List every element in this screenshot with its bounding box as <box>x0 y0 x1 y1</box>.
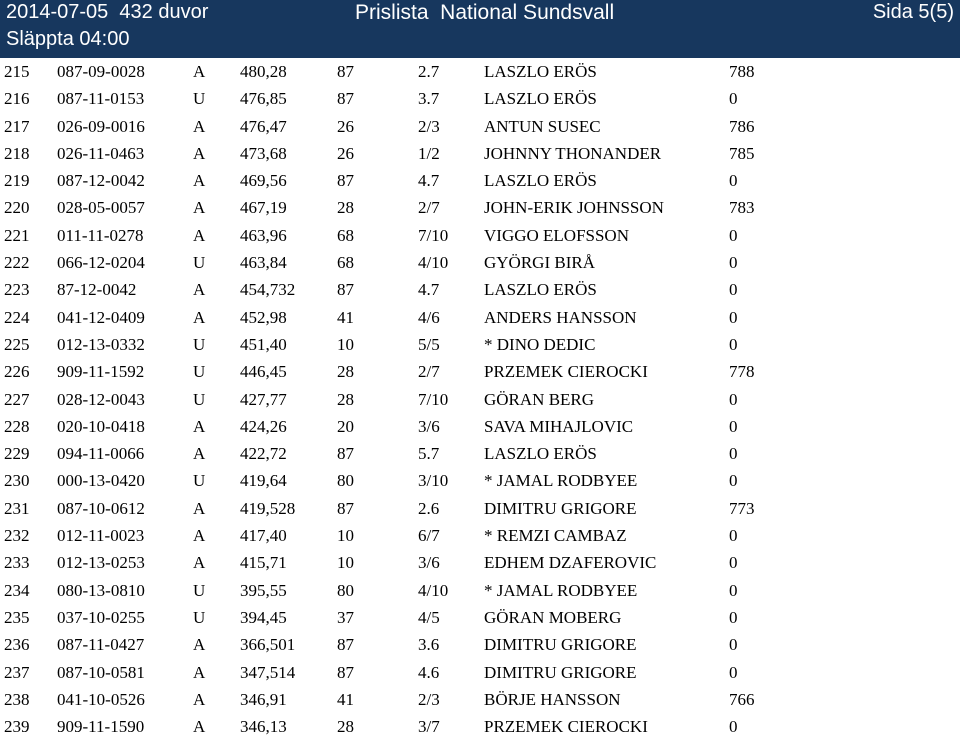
prize-cell: 0 <box>729 280 738 300</box>
position-cell: 3.6 <box>418 635 440 655</box>
owner-name-cell: ANTUN SUSEC <box>484 116 601 136</box>
position-cell: 4.7 <box>418 171 440 191</box>
placement-cell: 228 <box>4 416 30 436</box>
ring-number-cell: 080-13-0810 <box>57 580 145 600</box>
page-number: Sida 5(5) <box>872 1 954 23</box>
placement-cell: 219 <box>4 171 30 191</box>
ring-number-cell: 041-10-0526 <box>57 689 145 709</box>
ring-number-cell: 087-10-0581 <box>57 662 145 682</box>
ring-number-cell: 087-12-0042 <box>57 171 145 191</box>
position-cell: 5/5 <box>418 334 440 354</box>
position-cell: 2.7 <box>418 62 440 81</box>
sex-cell: U <box>193 89 206 109</box>
owner-name-cell: JOHN-ERIK JOHNSSON <box>484 198 664 218</box>
owner-name-cell: LASZLO ERÖS <box>484 171 597 191</box>
prize-cell: 0 <box>729 89 738 109</box>
position-cell: 2/3 <box>418 116 440 136</box>
sex-cell: A <box>193 280 206 300</box>
prize-cell: 0 <box>729 717 738 737</box>
sex-cell: A <box>193 143 206 163</box>
prize-cell: 0 <box>729 334 738 354</box>
release-time: Släppta 04:00 <box>6 28 130 50</box>
table-row <box>0 306 960 333</box>
ring-number-cell: 909-11-1590 <box>57 717 145 737</box>
sex-cell: A <box>193 662 206 682</box>
table-row <box>0 87 960 114</box>
sex-cell: A <box>193 225 206 245</box>
prize-cell: 786 <box>729 116 755 136</box>
table-row <box>0 360 960 387</box>
speed-cell: 463,84 <box>240 253 287 273</box>
placement-cell: 231 <box>4 498 30 518</box>
placement-cell: 224 <box>4 307 30 327</box>
position-cell: 4/10 <box>418 253 449 273</box>
owner-name-cell: DIMITRU GRIGORE <box>484 635 637 655</box>
owner-name-cell: LASZLO ERÖS <box>484 62 597 81</box>
owner-name-cell: LASZLO ERÖS <box>484 280 597 300</box>
speed-cell: 469,56 <box>240 171 287 191</box>
club-cell: 68 <box>337 253 354 273</box>
placement-cell: 226 <box>4 362 30 382</box>
ring-number-cell: 909-11-1592 <box>57 362 145 382</box>
club-cell: 28 <box>337 198 354 218</box>
position-cell: 2.6 <box>418 498 440 518</box>
prize-cell: 0 <box>729 171 738 191</box>
position-cell: 3/7 <box>418 717 440 737</box>
table-row <box>0 551 960 578</box>
sex-cell: A <box>193 717 206 737</box>
placement-cell: 236 <box>4 635 30 655</box>
table-row <box>0 442 960 469</box>
sex-cell: A <box>193 689 206 709</box>
prize-cell: 0 <box>729 471 738 491</box>
speed-cell: 476,85 <box>240 89 287 109</box>
table-row <box>0 524 960 551</box>
prize-cell: 0 <box>729 253 738 273</box>
table-row <box>0 606 960 633</box>
club-cell: 28 <box>337 389 354 409</box>
speed-cell: 451,40 <box>240 334 287 354</box>
ring-number-cell: 026-11-0463 <box>57 143 145 163</box>
speed-cell: 417,40 <box>240 526 287 546</box>
speed-cell: 424,26 <box>240 416 287 436</box>
placement-cell: 220 <box>4 198 30 218</box>
ring-number-cell: 087-11-0153 <box>57 89 145 109</box>
placement-cell: 227 <box>4 389 30 409</box>
ring-number-cell: 028-05-0057 <box>57 198 145 218</box>
sex-cell: A <box>193 171 206 191</box>
club-cell: 10 <box>337 526 354 546</box>
sex-cell: A <box>193 444 206 464</box>
position-cell: 2/7 <box>418 198 440 218</box>
ring-number-cell: 028-12-0043 <box>57 389 145 409</box>
prize-cell: 788 <box>729 62 755 81</box>
owner-name-cell: JOHNNY THONANDER <box>484 143 662 163</box>
date-and-count: 2014-07-05 432 duvor <box>6 1 209 23</box>
table-row <box>0 633 960 660</box>
table-row <box>0 688 960 715</box>
speed-cell: 452,98 <box>240 307 287 327</box>
speed-cell: 346,91 <box>240 689 287 709</box>
speed-cell: 394,45 <box>240 607 287 627</box>
owner-name-cell: PRZEMEK CIEROCKI <box>484 717 648 737</box>
ring-number-cell: 020-10-0418 <box>57 416 145 436</box>
sex-cell: A <box>193 416 206 436</box>
position-cell: 3/6 <box>418 416 440 436</box>
placement-cell: 229 <box>4 444 30 464</box>
club-cell: 87 <box>337 62 354 81</box>
club-cell: 87 <box>337 662 354 682</box>
page-header <box>0 0 960 58</box>
table-row <box>0 661 960 688</box>
position-cell: 3.7 <box>418 89 440 109</box>
position-cell: 4/10 <box>418 580 449 600</box>
ring-number-cell: 087-09-0028 <box>57 62 145 81</box>
club-cell: 80 <box>337 471 354 491</box>
owner-name-cell: PRZEMEK CIEROCKI <box>484 362 648 382</box>
position-cell: 4.7 <box>418 280 440 300</box>
club-cell: 26 <box>337 143 354 163</box>
sex-cell: U <box>193 389 206 409</box>
ring-number-cell: 87-12-0042 <box>57 280 137 300</box>
prize-cell: 0 <box>729 307 738 327</box>
owner-name-cell: GÖRAN BERG <box>484 389 595 409</box>
table-row <box>0 278 960 305</box>
sex-cell: A <box>193 498 206 518</box>
club-cell: 87 <box>337 89 354 109</box>
club-cell: 28 <box>337 717 354 737</box>
ring-number-cell: 012-13-0253 <box>57 553 145 573</box>
prize-cell: 0 <box>729 580 738 600</box>
sex-cell: A <box>193 307 206 327</box>
ring-number-cell: 012-11-0023 <box>57 526 145 546</box>
speed-cell: 473,68 <box>240 143 287 163</box>
club-cell: 37 <box>337 607 354 627</box>
owner-name-cell: EDHEM DZAFEROVIC <box>484 553 657 573</box>
speed-cell: 446,45 <box>240 362 287 382</box>
owner-name-cell: LASZLO ERÖS <box>484 89 597 109</box>
prize-cell: 0 <box>729 635 738 655</box>
placement-cell: 234 <box>4 580 30 600</box>
placement-cell: 239 <box>4 717 30 737</box>
position-cell: 6/7 <box>418 526 440 546</box>
club-cell: 26 <box>337 116 354 136</box>
prize-cell: 0 <box>729 225 738 245</box>
prize-cell: 783 <box>729 198 755 218</box>
club-cell: 68 <box>337 225 354 245</box>
ring-number-cell: 087-10-0612 <box>57 498 145 518</box>
owner-name-cell: GYÖRGI BIRÅ <box>484 253 595 273</box>
placement-cell: 216 <box>4 89 30 109</box>
owner-name-cell: DIMITRU GRIGORE <box>484 498 637 518</box>
position-cell: 1/2 <box>418 143 440 163</box>
sex-cell: A <box>193 553 206 573</box>
prize-cell: 0 <box>729 662 738 682</box>
ring-number-cell: 011-11-0278 <box>57 225 144 245</box>
sex-cell: U <box>193 607 206 627</box>
prize-cell: 766 <box>729 689 755 709</box>
position-cell: 4.6 <box>418 662 440 682</box>
prize-cell: 773 <box>729 498 755 518</box>
position-cell: 3/10 <box>418 471 449 491</box>
position-cell: 7/10 <box>418 225 449 245</box>
placement-cell: 215 <box>4 62 30 81</box>
sex-cell: U <box>193 334 206 354</box>
placement-cell: 238 <box>4 689 30 709</box>
speed-cell: 419,64 <box>240 471 287 491</box>
page-title: Prislista National Sundsvall <box>355 1 615 24</box>
speed-cell: 422,72 <box>240 444 287 464</box>
table-row <box>0 169 960 196</box>
ring-number-cell: 000-13-0420 <box>57 471 145 491</box>
speed-cell: 476,47 <box>240 116 287 136</box>
ring-number-cell: 066-12-0204 <box>57 253 145 273</box>
prize-cell: 0 <box>729 526 738 546</box>
sex-cell: A <box>193 116 206 136</box>
placement-cell: 235 <box>4 607 30 627</box>
table-row <box>0 469 960 496</box>
table-row <box>0 579 960 606</box>
table-row <box>0 333 960 360</box>
owner-name-cell: ANDERS HANSSON <box>484 307 637 327</box>
position-cell: 7/10 <box>418 389 449 409</box>
table-row <box>0 388 960 415</box>
table-row <box>0 415 960 442</box>
owner-name-cell: DIMITRU GRIGORE <box>484 662 637 682</box>
owner-name-cell: GÖRAN MOBERG <box>484 607 622 627</box>
club-cell: 41 <box>337 307 354 327</box>
position-cell: 2/3 <box>418 689 440 709</box>
speed-cell: 454,732 <box>240 280 296 300</box>
owner-name-cell: LASZLO ERÖS <box>484 444 597 464</box>
placement-cell: 218 <box>4 143 30 163</box>
sex-cell: U <box>193 580 206 600</box>
ring-number-cell: 087-11-0427 <box>57 635 145 655</box>
club-cell: 87 <box>337 444 354 464</box>
sex-cell: A <box>193 526 206 546</box>
owner-name-cell: * REMZI CAMBAZ <box>484 526 627 546</box>
speed-cell: 415,71 <box>240 553 287 573</box>
placement-cell: 232 <box>4 526 30 546</box>
price-list-table <box>0 60 960 742</box>
club-cell: 87 <box>337 171 354 191</box>
club-cell: 87 <box>337 498 354 518</box>
table-row <box>0 251 960 278</box>
placement-cell: 217 <box>4 116 30 136</box>
sex-cell: U <box>193 362 206 382</box>
club-cell: 10 <box>337 553 354 573</box>
prize-cell: 778 <box>729 362 755 382</box>
position-cell: 4/6 <box>418 307 440 327</box>
owner-name-cell: * JAMAL RODBYEE <box>484 471 638 491</box>
speed-cell: 346,13 <box>240 717 287 737</box>
club-cell: 28 <box>337 362 354 382</box>
owner-name-cell: SAVA MIHAJLOVIC <box>484 416 634 436</box>
placement-cell: 221 <box>4 225 30 245</box>
placement-cell: 237 <box>4 662 30 682</box>
ring-number-cell: 041-12-0409 <box>57 307 145 327</box>
prize-cell: 0 <box>729 416 738 436</box>
sex-cell: A <box>193 635 206 655</box>
ring-number-cell: 026-09-0016 <box>57 116 145 136</box>
owner-name-cell: VIGGO ELOFSSON <box>484 225 629 245</box>
table-row <box>0 497 960 524</box>
sex-cell: A <box>193 62 206 81</box>
speed-cell: 463,96 <box>240 225 287 245</box>
prize-cell: 0 <box>729 444 738 464</box>
ring-number-cell: 012-13-0332 <box>57 334 145 354</box>
position-cell: 2/7 <box>418 362 440 382</box>
placement-cell: 233 <box>4 553 30 573</box>
owner-name-cell: * DINO DEDIC <box>484 334 596 354</box>
speed-cell: 419,528 <box>240 498 296 518</box>
club-cell: 87 <box>337 280 354 300</box>
owner-name-cell: * JAMAL RODBYEE <box>484 580 638 600</box>
speed-cell: 366,501 <box>240 635 296 655</box>
club-cell: 87 <box>337 635 354 655</box>
table-row <box>0 196 960 223</box>
club-cell: 80 <box>337 580 354 600</box>
placement-cell: 223 <box>4 280 30 300</box>
club-cell: 10 <box>337 334 354 354</box>
placement-cell: 222 <box>4 253 30 273</box>
speed-cell: 427,77 <box>240 389 287 409</box>
table-row <box>0 142 960 169</box>
table-row <box>0 224 960 251</box>
placement-cell: 230 <box>4 471 30 491</box>
sex-cell: U <box>193 471 206 491</box>
ring-number-cell: 037-10-0255 <box>57 607 145 627</box>
prize-cell: 0 <box>729 389 738 409</box>
speed-cell: 347,514 <box>240 662 296 682</box>
prize-cell: 0 <box>729 553 738 573</box>
position-cell: 4/5 <box>418 607 440 627</box>
speed-cell: 467,19 <box>240 198 287 218</box>
sex-cell: A <box>193 198 206 218</box>
owner-name-cell: BÖRJE HANSSON <box>484 689 621 709</box>
ring-number-cell: 094-11-0066 <box>57 444 145 464</box>
table-row <box>0 715 960 742</box>
club-cell: 41 <box>337 689 354 709</box>
speed-cell: 480,28 <box>240 62 287 81</box>
position-cell: 5.7 <box>418 444 440 464</box>
prize-cell: 0 <box>729 607 738 627</box>
sex-cell: U <box>193 253 206 273</box>
speed-cell: 395,55 <box>240 580 287 600</box>
position-cell: 3/6 <box>418 553 440 573</box>
placement-cell: 225 <box>4 334 30 354</box>
table-row <box>0 115 960 142</box>
table-row <box>0 60 960 87</box>
club-cell: 20 <box>337 416 354 436</box>
prize-cell: 785 <box>729 143 755 163</box>
